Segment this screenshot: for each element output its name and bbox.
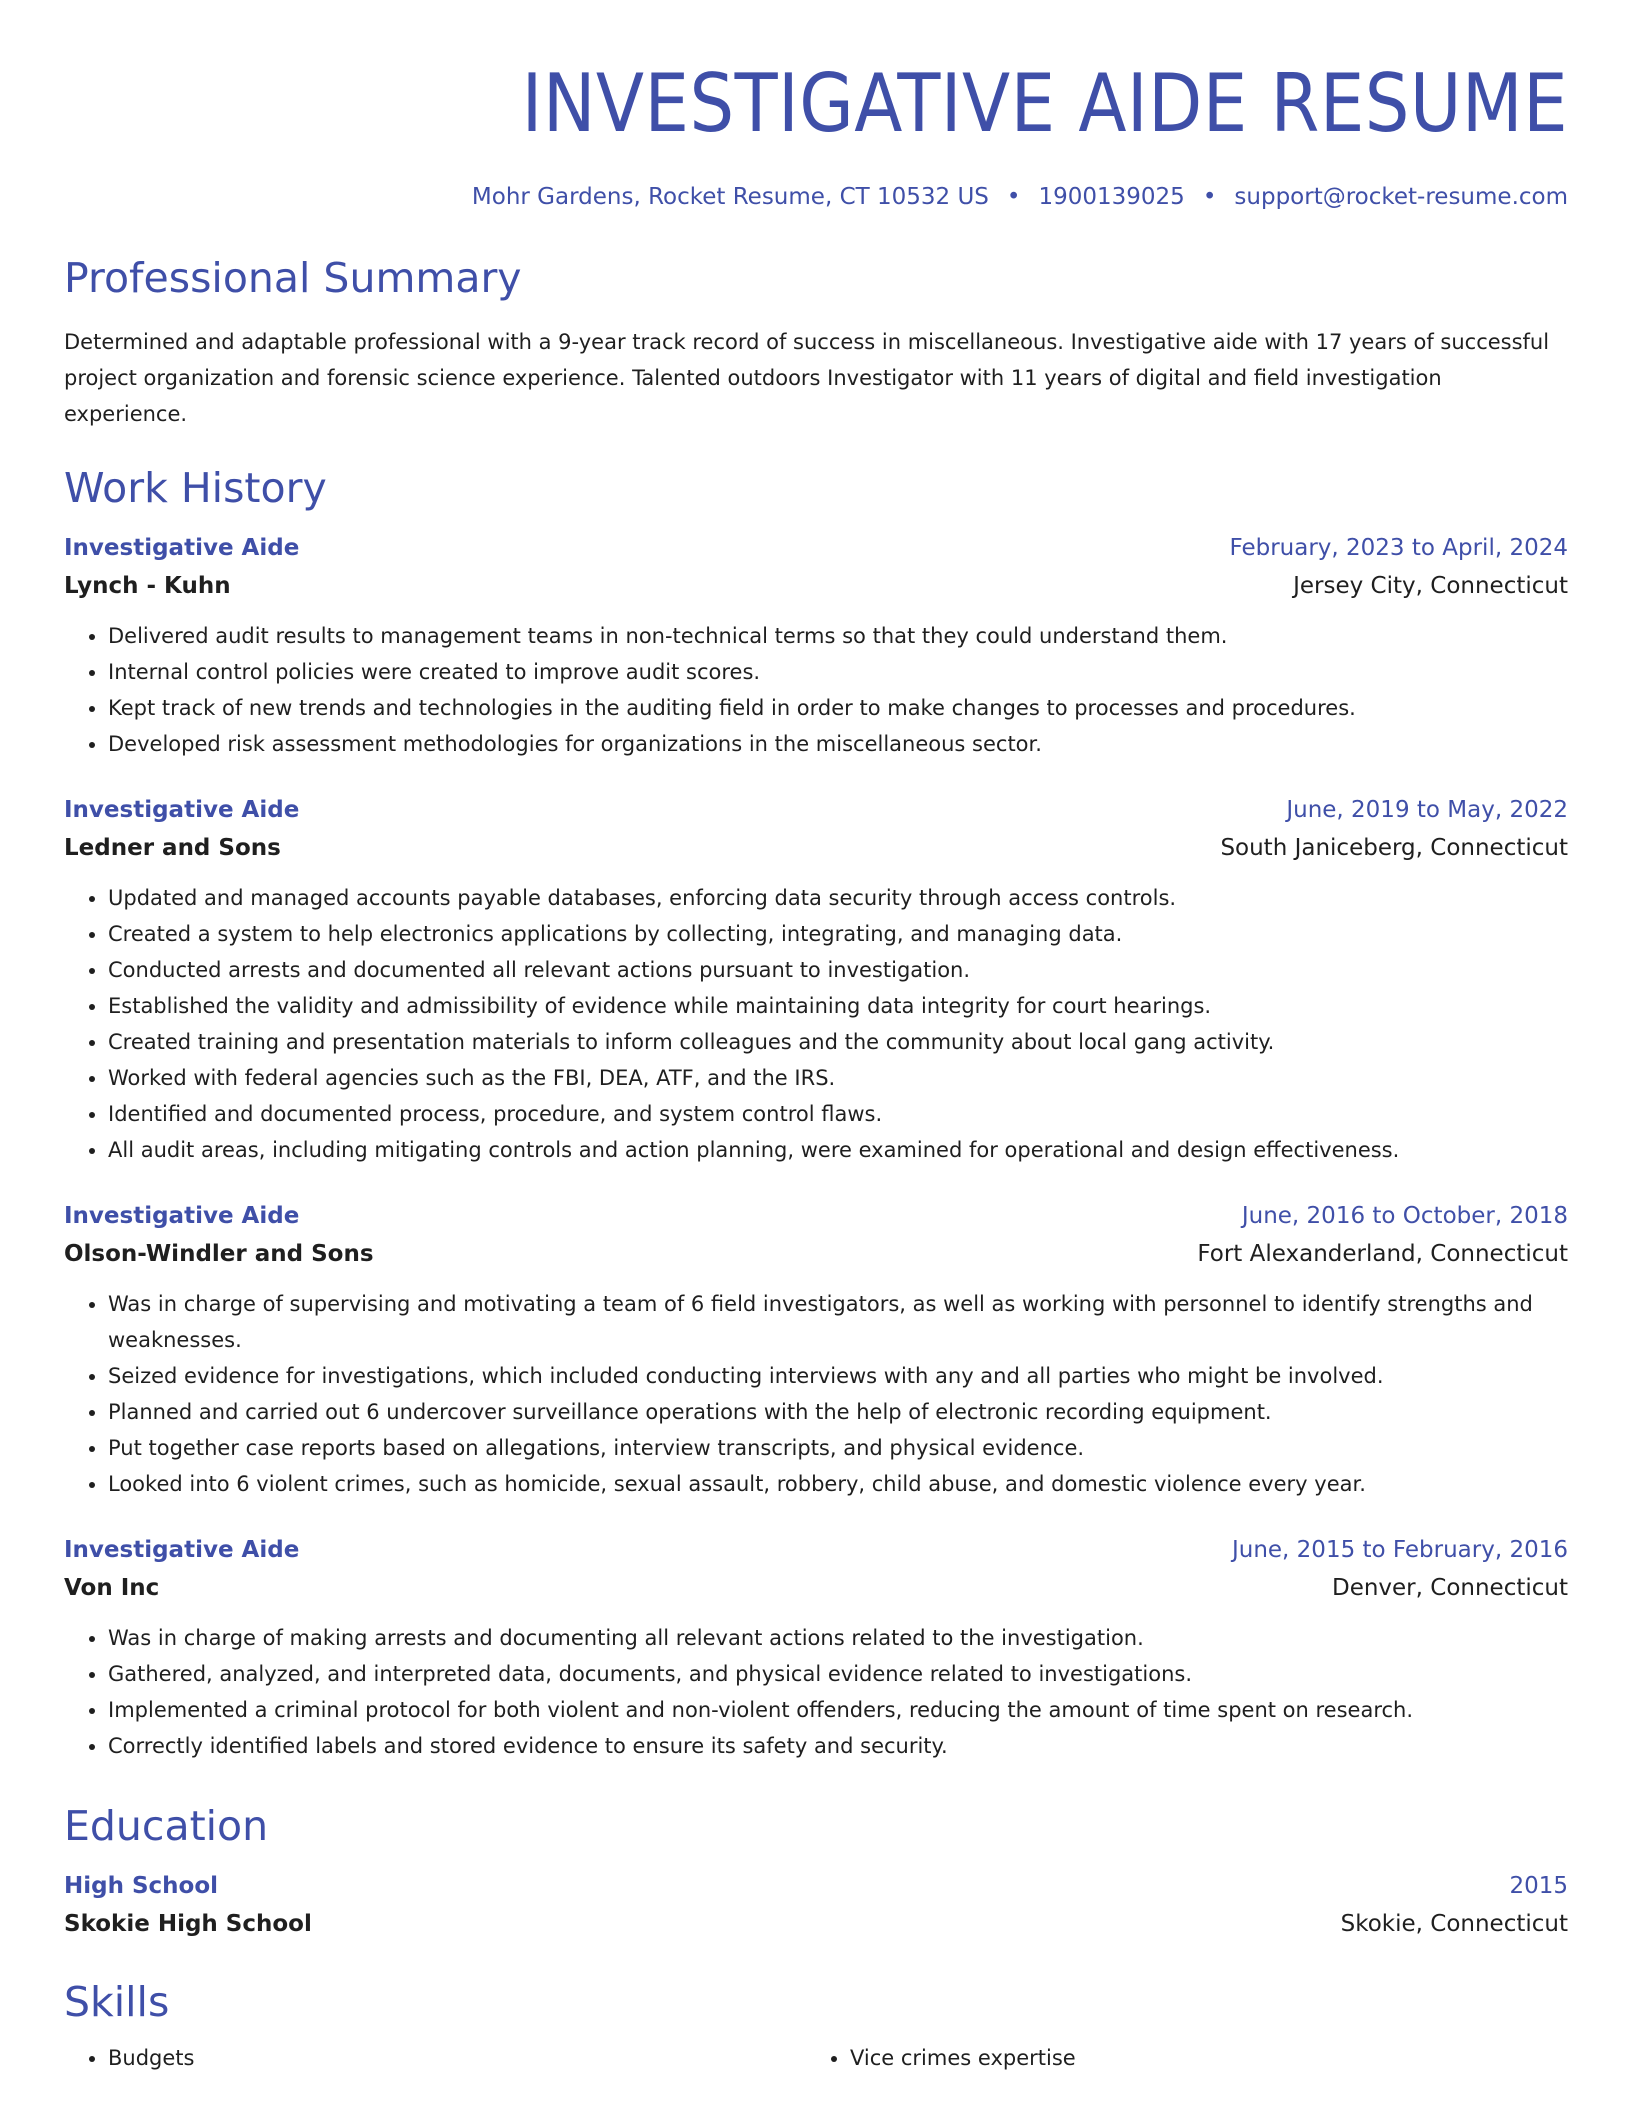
job-bullet: • Internal control policies were created to improve audit scores. — [108, 654, 1568, 690]
job-bullet: • Was in charge of supervising and motivating a team of 6 field investigators, as well as working with personnel to identify strengths and weaknesses. — [108, 1286, 1568, 1358]
job-location: Jersey City, Connecticut — [1293, 573, 1568, 599]
summary-text: Determined and adaptable professional with a 9-year track record of success in miscellaneous. Investigative aide with 17 years of successful project organization and forensic science experience. Talented outdoors Investigator with 11 years of digital and field investigation experience. — [64, 330, 1550, 426]
job-entry — [64, 792, 1568, 1168]
job-bullet: • Correctly identified labels and stored evidence to ensure its safety and security. — [108, 1728, 1568, 1764]
contact-separator: • — [1202, 184, 1217, 210]
skills-column-right — [806, 2040, 1548, 2076]
skills-list — [64, 2040, 1568, 2076]
job-bullet: • Created training and presentation materials to inform colleagues and the community about local gang activity. — [108, 1024, 1568, 1060]
education-location: Skokie, Connecticut — [1340, 1911, 1568, 1937]
job-employer-row — [64, 1234, 1568, 1274]
job-bullet: • Worked with federal agencies such as the FBI, DEA, ATF, and the IRS. — [108, 1060, 1568, 1096]
job-title: Investigative Aide — [64, 535, 300, 561]
job-location: Denver, Connecticut — [1331, 1575, 1568, 1601]
job-bullet: • Looked into 6 violent crimes, such as homicide, sexual assault, robbery, child abuse, and domestic violence every year. — [108, 1466, 1568, 1502]
job-bullet: • Conducted arrests and documented all relevant actions pursuant to investigation. — [108, 952, 1568, 988]
job-employer-row — [64, 566, 1568, 606]
job-entry — [64, 530, 1568, 762]
job-title: Investigative Aide — [64, 1537, 300, 1563]
job-bullet: • Was in charge of making arrests and documenting all relevant actions related to the investigation. — [108, 1620, 1568, 1656]
skills-heading: Skills — [64, 1978, 170, 2026]
job-header-row — [64, 792, 1568, 828]
job-dates: June, 2015 to February, 2016 — [1231, 1537, 1568, 1563]
job-bullets — [64, 1620, 1568, 1764]
skills-column-left — [64, 2040, 806, 2076]
job-bullets — [64, 880, 1568, 1168]
job-location: South Janiceberg, Connecticut — [1220, 835, 1568, 861]
job-employer-row — [64, 828, 1568, 868]
education-year: 2015 — [1509, 1873, 1568, 1899]
job-bullet: • Identified and documented process, procedure, and system control flaws. — [108, 1096, 1568, 1132]
job-dates: June, 2016 to October, 2018 — [1241, 1203, 1568, 1229]
education-entry — [64, 1868, 1568, 1944]
contact-email: support@rocket-resume.com — [1234, 184, 1568, 210]
job-bullet: • Updated and managed accounts payable databases, enforcing data security through access controls. — [108, 880, 1568, 916]
contact-address: Mohr Gardens, Rocket Resume, CT 10532 US — [471, 184, 989, 210]
job-bullet: • Kept track of new trends and technologies in the auditing field in order to make changes to processes and procedures. — [108, 690, 1568, 726]
job-location: Fort Alexanderland, Connecticut — [1197, 1241, 1568, 1267]
job-bullet: • Created a system to help electronics applications by collecting, integrating, and managing data. — [108, 916, 1568, 952]
job-title: Investigative Aide — [64, 797, 300, 823]
skill-item: • Vice crimes expertise — [850, 2040, 1548, 2076]
job-dates: June, 2019 to May, 2022 — [1286, 797, 1568, 823]
resume-title: INVESTIGATIVE AIDE RESUME — [521, 57, 1568, 150]
job-bullets — [64, 1286, 1568, 1502]
job-bullets — [64, 618, 1568, 762]
education-header-row — [64, 1868, 1568, 1904]
work-history-heading: Work History — [64, 464, 327, 512]
job-bullet: • Put together case reports based on allegations, interview transcripts, and physical evidence. — [108, 1430, 1568, 1466]
job-header-row — [64, 1532, 1568, 1568]
job-company: Olson-Windler and Sons — [64, 1241, 374, 1267]
contact-line — [64, 184, 1568, 210]
education-degree: High School — [64, 1873, 219, 1899]
job-bullet: • Seized evidence for investigations, which included conducting interviews with any and all parties who might be involved. — [108, 1358, 1568, 1394]
education-school: Skokie High School — [64, 1911, 312, 1937]
contact-phone: 1900139025 — [1038, 184, 1185, 210]
job-entry — [64, 1532, 1568, 1764]
job-company: Von Inc — [64, 1575, 160, 1601]
job-bullet: • Planned and carried out 6 undercover surveillance operations with the help of electronic recording equipment. — [108, 1394, 1568, 1430]
job-bullet: • Delivered audit results to management teams in non-technical terms so that they could understand them. — [108, 618, 1568, 654]
job-bullet: • Implemented a criminal protocol for both violent and non-violent offenders, reducing the amount of time spent on research. — [108, 1692, 1568, 1728]
job-entry — [64, 1198, 1568, 1502]
education-heading: Education — [64, 1802, 269, 1850]
job-employer-row — [64, 1568, 1568, 1608]
job-company: Lynch - Kuhn — [64, 573, 231, 599]
skill-item: • Budgets — [108, 2040, 806, 2076]
job-bullet: • Established the validity and admissibility of evidence while maintaining data integrity for court hearings. — [108, 988, 1568, 1024]
contact-separator: • — [1006, 184, 1021, 210]
job-bullet: • Developed risk assessment methodologies for organizations in the miscellaneous sector. — [108, 726, 1568, 762]
summary-heading: Professional Summary — [64, 254, 522, 302]
job-dates: February, 2023 to April, 2024 — [1229, 535, 1568, 561]
job-header-row — [64, 1198, 1568, 1234]
job-header-row — [64, 530, 1568, 566]
job-bullet: • All audit areas, including mitigating controls and action planning, were examined for operational and design effectiveness. — [108, 1132, 1568, 1168]
education-school-row — [64, 1904, 1568, 1944]
job-company: Ledner and Sons — [64, 835, 281, 861]
job-bullet: • Gathered, analyzed, and interpreted data, documents, and physical evidence related to investigations. — [108, 1656, 1568, 1692]
job-title: Investigative Aide — [64, 1203, 300, 1229]
